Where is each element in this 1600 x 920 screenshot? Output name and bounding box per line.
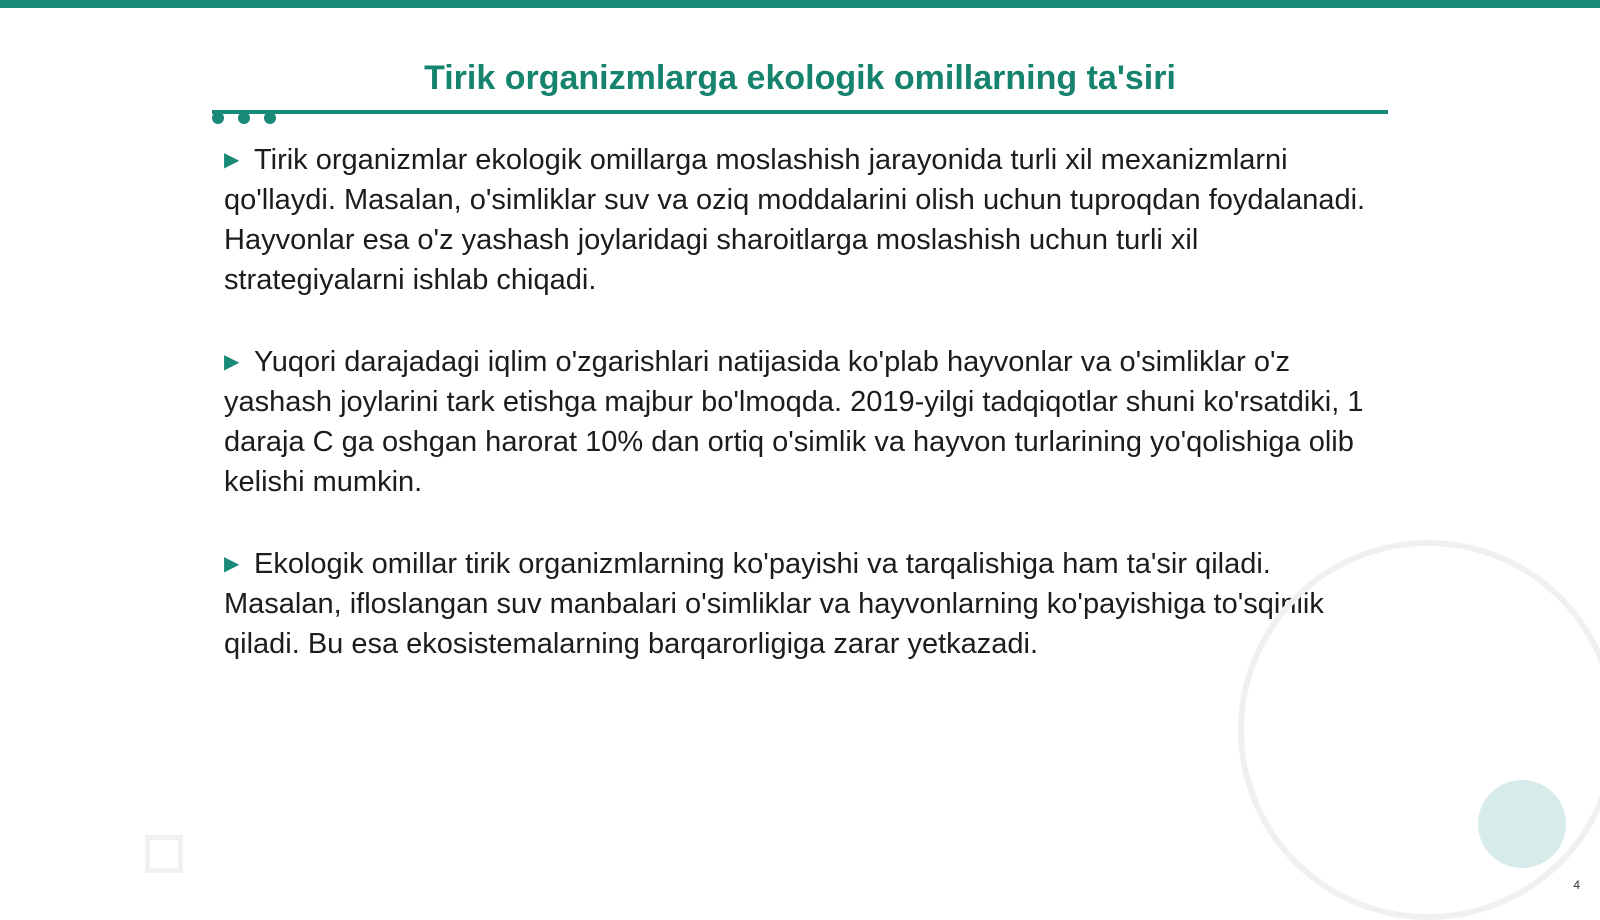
bullet-text: Tirik organizmlar ekologik omillarga moslashish jarayonida turli xil mexanizmlarni qo'llaydi. Masalan, o'simliklar suv va oziq moddalarini olish uchun tuproqdan foydalanadi. Hayvonlar esa o'z yashash joylaridagi sharoitlarga moslashish uchun turli xil strategiyalarni ishlab chiqadi. [224,144,1366,296]
underline-dot [238,112,250,124]
title-underline-dots [212,112,282,126]
slide-title: Tirik organizmlarga ekologik omillarning ta'siri [424,59,1176,97]
decorative-ring [1238,540,1600,920]
page-number: 4 [1573,878,1580,892]
bullet-paragraph-1 [224,140,1374,300]
decorative-square [145,835,183,873]
decorative-circle [1478,780,1566,868]
underline-dot [212,112,224,124]
top-accent-bar [0,0,1600,8]
triangle-bullet-icon: ▶ [224,351,240,373]
triangle-bullet-icon: ▶ [224,553,240,575]
bullet-text: Yuqori darajadagi iqlim o'zgarishlari natijasida ko'plab hayvonlar va o'simliklar o'z yashash joylarini tark etishga majbur bo'lmoqda. 2019-yilgi tadqiqotlar shuni ko'rsatdiki, 1 daraja C ga oshgan harorat 10% dan ortiq o'simlik va hayvon turlarining yo'qolishiga olib kelishi mumkin. [224,346,1364,498]
title-underline [212,110,1388,114]
bullet-paragraph-3 [224,544,1374,664]
bullet-paragraph-2 [224,342,1374,502]
underline-dot [264,112,276,124]
triangle-bullet-icon: ▶ [224,149,240,171]
slide-body [224,140,1374,706]
bullet-text: Ekologik omillar tirik organizmlarning ko'payishi va tarqalishiga ham ta'sir qiladi. Masalan, ifloslangan suv manbalari o'simliklar va hayvonlarning ko'payishiga to'sqinlik qiladi. Bu esa ekosistemalarning barqarorligiga zarar yetkazadi. [224,548,1324,660]
